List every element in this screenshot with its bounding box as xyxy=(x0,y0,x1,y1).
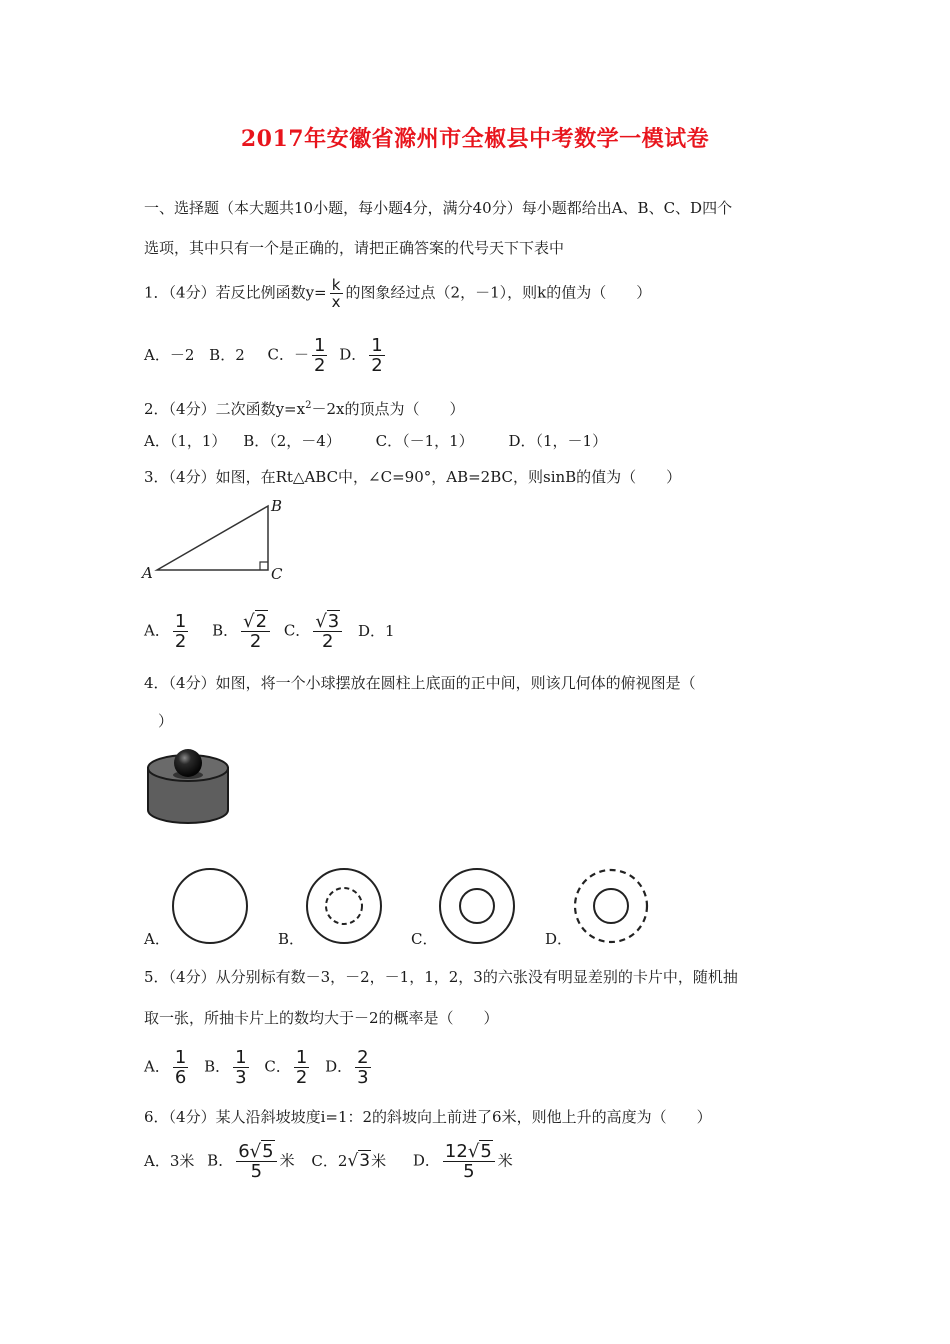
fraction xyxy=(173,612,188,651)
option-d: D． xyxy=(545,930,573,948)
radicand: 3 xyxy=(327,611,340,632)
option-b-label: B． xyxy=(204,1057,231,1076)
radicand: 3 xyxy=(359,1150,371,1171)
fraction-numerator: k xyxy=(331,276,341,294)
option-c xyxy=(264,1048,312,1087)
section-heading-line-1: 一、选择题（本大题共10小题，每小题4分，满分40分）每小题都给出A、B、C、D四个 xyxy=(144,199,733,217)
fraction-numerator: 1 xyxy=(174,1047,187,1068)
unit: 米 xyxy=(279,1151,295,1170)
fraction-denominator: 5 xyxy=(443,1161,495,1181)
option-d xyxy=(325,1048,373,1087)
outer-circle xyxy=(173,869,247,943)
option-b-label: B． xyxy=(212,621,239,640)
option-b xyxy=(204,1048,251,1087)
outer-circle xyxy=(440,869,514,943)
radicand: 5 xyxy=(480,1141,492,1162)
fraction xyxy=(241,612,270,651)
option-c xyxy=(284,612,345,651)
fraction-numerator xyxy=(236,1142,276,1161)
question-4-line-1: 4．（4分）如图，将一个小球摆放在圆柱上底面的正中间，则该几何体的俯视图是（ xyxy=(144,674,696,692)
vertex-label-b: B xyxy=(271,497,283,515)
option-a xyxy=(144,612,191,651)
fraction-numerator xyxy=(443,1142,495,1161)
option-a: A．（1，1） xyxy=(144,432,227,450)
option-d-label: D． xyxy=(412,1151,440,1170)
fraction-denominator: 3 xyxy=(235,1067,247,1088)
fraction-numerator: 1 xyxy=(371,335,383,356)
option-c xyxy=(268,336,331,375)
option-d-label: D． xyxy=(325,1057,353,1076)
fraction xyxy=(294,1048,309,1087)
square-root: √5 xyxy=(467,1141,492,1162)
triangle-shape xyxy=(157,506,268,570)
option-d: D．1 xyxy=(358,621,395,640)
fraction xyxy=(313,612,342,651)
view-option-d xyxy=(571,866,651,946)
option-b: B．（2，－4） xyxy=(243,432,341,450)
superscript: 2 xyxy=(305,400,312,411)
fraction-numerator xyxy=(313,612,342,631)
option-c-label: C．2 xyxy=(311,1151,348,1170)
fraction xyxy=(236,1142,276,1181)
question-5-line-1: 5．（4分）从分别标有数－3，－2，－1，1，2，3的六张没有明显差别的卡片中，随机抽 xyxy=(144,968,738,986)
fraction-numerator: 1 xyxy=(314,335,326,356)
option-d: D．（1，－1） xyxy=(508,432,608,450)
question-1 xyxy=(144,277,651,310)
fraction-denominator: 2 xyxy=(174,631,187,652)
question-6: 6．（4分）某人沿斜坡坡度i=1：2的斜坡向上前进了6米，则他上升的高度为（ ） xyxy=(144,1108,712,1126)
radicand: 2 xyxy=(255,611,268,632)
dashed-outer-circle xyxy=(575,870,647,942)
fraction-denominator: 2 xyxy=(313,631,342,651)
view-option-b xyxy=(304,866,384,946)
fraction xyxy=(443,1142,495,1181)
option-c xyxy=(311,1151,386,1171)
fraction-denominator: 3 xyxy=(357,1067,369,1088)
unit: 米 xyxy=(371,1151,387,1170)
dashed-inner-circle xyxy=(326,888,362,924)
question-3: 3．（4分）如图，在Rt△ABC中，∠C=90°，AB=2BC，则sinB的值为（ ） xyxy=(144,468,682,486)
square-root: √3 xyxy=(347,1150,371,1171)
option-b xyxy=(207,1142,294,1181)
question-2-options xyxy=(144,431,607,451)
fraction-denominator: 2 xyxy=(314,355,326,376)
option-a: A．3米 xyxy=(144,1151,195,1170)
fraction xyxy=(173,1048,188,1087)
question-2-text-post: －2x的顶点为（ ） xyxy=(311,400,465,418)
question-1-suffix: 的图象经过点（2，－1），则k的值为（ ） xyxy=(345,283,652,302)
outer-circle xyxy=(307,869,381,943)
question-2-text-pre: 2．（4分）二次函数y=x xyxy=(144,400,306,418)
fraction-numerator: 1 xyxy=(295,1047,308,1068)
fraction-denominator: 2 xyxy=(241,631,270,651)
fraction-numerator xyxy=(241,612,270,631)
question-4-line-2: ） xyxy=(158,712,174,730)
fraction-denominator: 5 xyxy=(236,1161,276,1181)
right-triangle-figure xyxy=(140,496,290,586)
vertex-label-a: A xyxy=(142,564,153,582)
vertex-label-c: C xyxy=(271,565,283,583)
option-a xyxy=(144,1048,191,1087)
fraction-numerator: 1 xyxy=(235,1047,247,1068)
question-5-line-2: 取一张，所抽卡片上的数均大于－2的概率是（ ） xyxy=(144,1009,499,1027)
fraction xyxy=(233,1048,248,1087)
fraction-denominator: 2 xyxy=(295,1067,308,1088)
section-heading-line-2: 选项，其中只有一个是正确的，请把正确答案的代号天下下表中 xyxy=(144,239,565,257)
option-d-label: D． xyxy=(339,345,367,364)
question-6-options xyxy=(144,1142,513,1181)
square-root: √5 xyxy=(249,1141,274,1162)
option-a: A． xyxy=(144,930,170,948)
question-1-prefix: 1．（4分）若反比例函数y= xyxy=(144,283,327,302)
fraction xyxy=(369,336,384,375)
fraction-numerator: 2 xyxy=(357,1047,369,1068)
unit: 米 xyxy=(497,1151,513,1170)
option-c: C．（－1，1） xyxy=(375,432,474,450)
square-root: √3 xyxy=(315,611,340,632)
option-b: B． xyxy=(278,930,305,948)
option-d xyxy=(413,1142,513,1181)
coefficient: 12 xyxy=(444,1141,468,1162)
view-option-c xyxy=(437,866,517,946)
fraction-denominator: 2 xyxy=(371,355,383,376)
fraction-denominator: x xyxy=(331,293,341,311)
fraction xyxy=(355,1048,370,1087)
coefficient: 6 xyxy=(238,1141,250,1162)
fraction-denominator: 6 xyxy=(174,1067,187,1088)
fraction xyxy=(312,336,327,375)
right-angle-mark xyxy=(260,562,268,570)
option-c-label: C． xyxy=(283,621,311,640)
option-b-label: B． xyxy=(207,1151,234,1170)
radicand: 5 xyxy=(262,1141,274,1162)
option-a: A．－2 xyxy=(144,345,195,364)
cylinder-with-ball-figure xyxy=(144,742,234,830)
option-c-label: C． xyxy=(264,1057,291,1076)
option-b xyxy=(212,612,273,651)
option-c: C． xyxy=(411,930,438,948)
option-d xyxy=(339,336,387,375)
inner-circle xyxy=(460,889,494,923)
fraction-k-over-x xyxy=(330,277,343,310)
option-a-label: A． xyxy=(144,621,170,640)
fraction-numerator: 1 xyxy=(174,611,187,632)
view-option-a xyxy=(170,866,250,946)
question-2 xyxy=(144,396,464,419)
page-title: 2017年安徽省滁州市全椒县中考数学一模试卷 xyxy=(240,126,710,152)
option-b: B．2 xyxy=(209,345,245,364)
square-root: √2 xyxy=(243,611,268,632)
question-1-options xyxy=(144,336,388,375)
option-a-label: A． xyxy=(144,1057,170,1076)
inner-circle xyxy=(594,889,628,923)
question-3-options xyxy=(144,612,395,651)
ball xyxy=(174,749,202,777)
option-c-label: C．－ xyxy=(267,345,310,364)
question-5-options xyxy=(144,1048,374,1087)
